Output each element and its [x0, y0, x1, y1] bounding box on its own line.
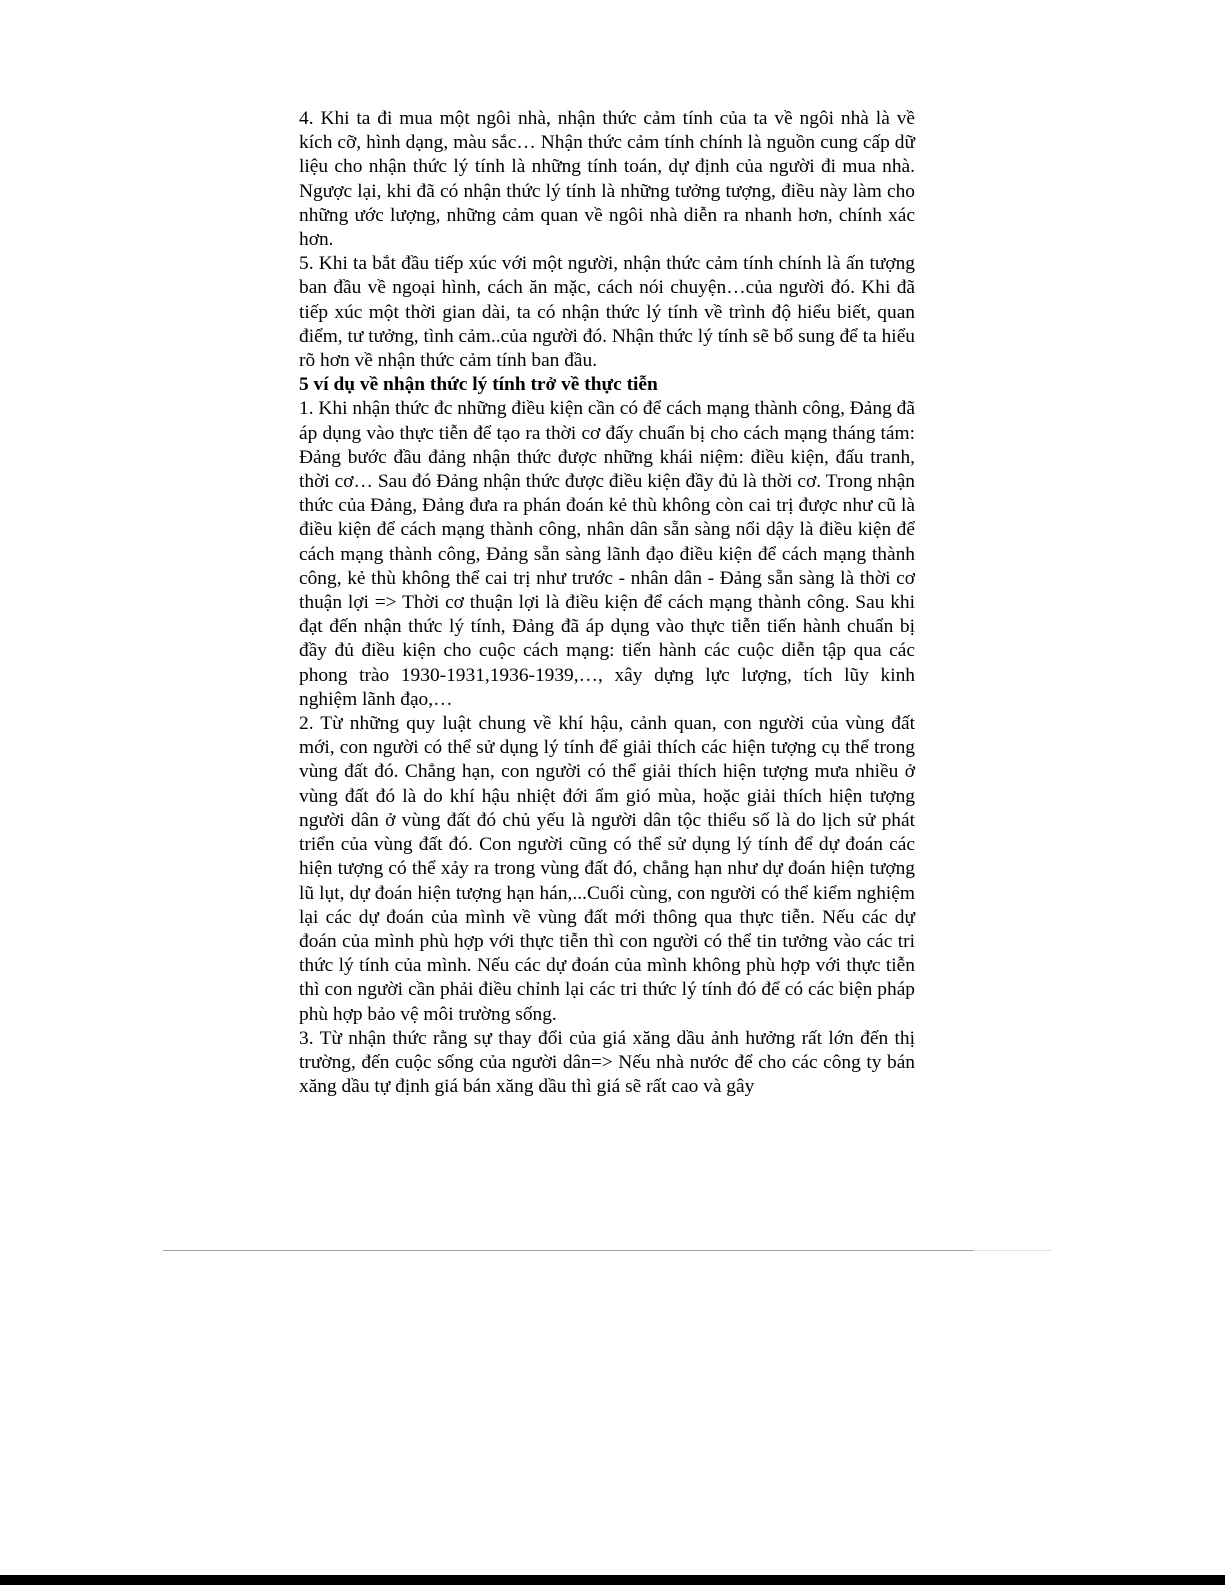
paragraph-example-1-revolution: 1. Khi nhận thức đc những điều kiện cần có để cách mạng thành công, Đảng đã áp dụng vào thực tiễn để tạo ra thời cơ đấy chuẩn bị cho cách mạng tháng tám: Đảng bước đầu đảng nhận thức được những khái niệm: điều kiện, đấu tranh, thời cơ… Sau đó Đảng nhận thức được điều kiện đầy đủ là thời cơ. Trong nhận thức của Đảng, Đảng đưa ra phán đoán kẻ thù không còn cai trị được như cũ là điều kiện để cách mạng thành công, nhân dân sẵn sàng nổi dậy là điều kiện để cách mạng thành công, Đảng sẵn sàng lãnh đạo điều kiện để cách mạng thành công, kẻ thù không thể cai trị như trước - nhân dân - Đảng sẵn sàng là thời cơ thuận lợi => Thời cơ thuận lợi là điều kiện để cách mạng thành công. Sau khi đạt đến nhận thức lý tính, Đảng đã áp dụng vào thực tiễn tiến hành chuẩn bị đầy đủ điều kiện cho cuộc cách mạng: tiến hành các cuộc diễn tập qua các phong trào 1930-1931,1936-1939,…, xây dựng lực lượng, tích lũy kinh nghiệm lãnh đạo,…: [299, 398, 915, 710]
page-break-divider-tail: [973, 1250, 1051, 1251]
paragraph-example-2-new-land: 2. Từ những quy luật chung về khí hậu, cảnh quan, con người của vùng đất mới, con người có thể sử dụng lý tính để giải thích các hiện tượng cụ thể trong vùng đất đó. Chẳng hạn, con người có thể giải thích hiện tượng mưa nhiều ở vùng đất đó là do khí hậu nhiệt đới ẩm gió mùa, hoặc giải thích hiện tượng người dân ở vùng đất đó chủ yếu là người dân tộc thiểu số là do lịch sử phát triển của vùng đất đó. Con người cũng có thể sử dụng lý tính để dự đoán các hiện tượng có thể xảy ra trong vùng đất đó, chẳng hạn như dự đoán hiện tượng lũ lụt, dự đoán hiện tượng hạn hán,...Cuối cùng, con người có thể kiểm nghiệm lại các dự đoán của mình về vùng đất mới thông qua thực tiễn. Nếu các dự đoán của mình phù hợp với thực tiễn thì con người có thể tin tưởng vào các tri thức lý tính của mình. Nếu các dự đoán của mình không phù hợp với thực tiễn thì con người cần phải điều chỉnh lại các tri thức lý tính đó để có các biện pháp phù hợp bảo vệ môi trường sống.: [299, 713, 915, 1025]
page-bottom-edge: [0, 1575, 1225, 1585]
section-heading: 5 ví dụ về nhận thức lý tính trở về thực tiễn: [299, 374, 658, 396]
paragraph-example-4-house: 4. Khi ta đi mua một ngôi nhà, nhận thức cảm tính của ta về ngôi nhà là về kích cỡ, hình dạng, màu sắc… Nhận thức cảm tính chính là nguồn cung cấp dữ liệu cho nhận thức lý tính là những tính toán, dự định của người đi mua nhà. Ngược lại, khi đã có nhận thức lý tính là những tưởng tượng, điều này làm cho những ước lượng, những cảm quan về ngôi nhà diễn ra nhanh hơn, chính xác hơn.: [299, 108, 915, 251]
page-break-divider: [163, 1250, 973, 1251]
paragraph-example-3-fuel-price: 3. Từ nhận thức rằng sự thay đổi của giá xăng dầu ảnh hưởng rất lớn đến thị trường, đến cuộc sống của người dân=> Nếu nhà nước để cho các công ty bán xăng dầu tự định giá bán xăng dầu thì giá sẽ rất cao và gây: [299, 1027, 915, 1098]
paragraph-example-5-person: 5. Khi ta bắt đầu tiếp xúc với một người, nhận thức cảm tính chính là ấn tượng ban đầu về ngoại hình, cách ăn mặc, cách nói chuyện…của người đó. Khi đã tiếp xúc một thời gian dài, ta có nhận thức lý tính về trình độ hiểu biết, quan điểm, tư tưởng, tình cảm..của người đó. Nhận thức lý tính sẽ bổ sung để ta hiểu rõ hơn về nhận thức cảm tính ban đầu.: [299, 253, 915, 372]
document-body: [299, 107, 915, 1099]
